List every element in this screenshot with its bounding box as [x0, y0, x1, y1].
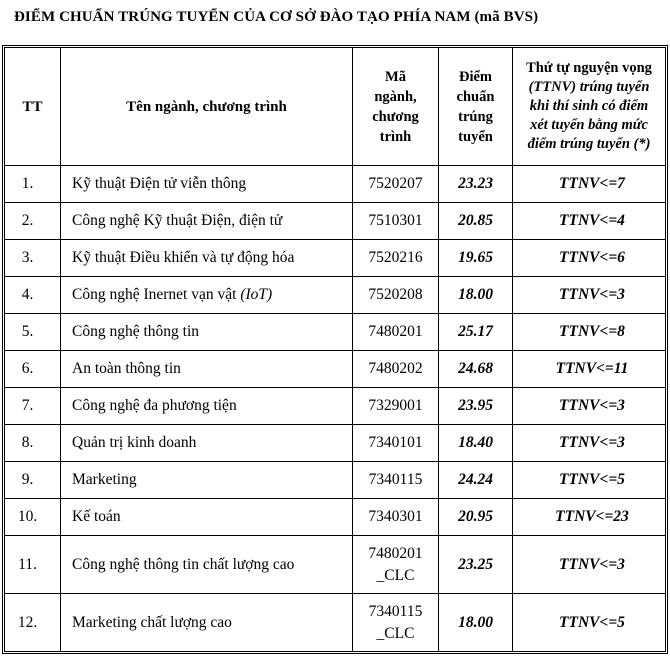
- row-ttnv: TTNV<=3: [513, 425, 666, 462]
- row-tt: 12.: [5, 594, 61, 652]
- row-tt: 2.: [5, 203, 61, 240]
- header-code-line: chương: [372, 108, 419, 125]
- table-row: [5, 166, 666, 203]
- row-name: [61, 425, 353, 462]
- header-code-line: Mã: [385, 68, 406, 85]
- row-code: 7340301: [353, 499, 439, 536]
- table-row: [5, 277, 666, 314]
- row-score: 20.95: [439, 499, 513, 536]
- page-title: ĐIỂM CHUẨN TRÚNG TUYỂN CỦA CƠ SỞ ĐÀO TẠO PHÍA NAM (mã BVS): [14, 9, 539, 25]
- header-code-line: trình: [379, 128, 412, 145]
- table-row: [5, 462, 666, 499]
- row-score: 18.00: [439, 277, 513, 314]
- row-name: [61, 240, 353, 277]
- row-name-text: Công nghệ thông tin chất lượng cao: [72, 555, 295, 573]
- row-ttnv: TTNV<=8: [513, 314, 666, 351]
- row-name: [61, 314, 353, 351]
- row-ttnv: TTNV<=6: [513, 240, 666, 277]
- row-code: 7520207: [353, 166, 439, 203]
- row-ttnv: TTNV<=23: [513, 499, 666, 536]
- row-score: 24.68: [439, 351, 513, 388]
- table-row: [5, 536, 666, 594]
- row-ttnv: TTNV<=5: [513, 462, 666, 499]
- table-row: [5, 388, 666, 425]
- row-name-text: Công nghệ Inernet vạn vật: [72, 286, 241, 303]
- row-name: [61, 203, 353, 240]
- header-score-line: Điểm: [458, 68, 492, 85]
- header-name: Tên ngành, chương trình: [61, 48, 353, 166]
- row-tt: 9.: [5, 462, 61, 499]
- header-score: [439, 48, 513, 166]
- header-code-line: ngành,: [374, 88, 417, 105]
- row-name: [61, 388, 353, 425]
- row-name-text: Kế toán: [72, 508, 121, 525]
- row-name-text: Công nghệ thông tin: [72, 323, 200, 340]
- row-code: 7480202: [353, 351, 439, 388]
- row-name-text: Quản trị kinh doanh: [72, 434, 197, 451]
- row-score: 18.40: [439, 425, 513, 462]
- row-name: [61, 594, 353, 652]
- row-ttnv: TTNV<=5: [513, 594, 666, 652]
- table-row: [5, 594, 666, 652]
- row-code-suffix: _CLC: [376, 566, 415, 584]
- table-row: [5, 203, 666, 240]
- row-code: 7520208: [353, 277, 439, 314]
- row-name: [61, 166, 353, 203]
- row-ttnv: TTNV<=7: [513, 166, 666, 203]
- table-row: [5, 425, 666, 462]
- row-tt: 11.: [5, 536, 61, 594]
- row-name: [61, 536, 353, 594]
- row-score: 25.17: [439, 314, 513, 351]
- row-tt: 3.: [5, 240, 61, 277]
- table-row: [5, 240, 666, 277]
- header-score-line: trúng: [458, 108, 493, 125]
- row-code-line: 7480201: [368, 544, 423, 562]
- header-score-line: tuyển: [458, 128, 493, 145]
- row-ttnv: TTNV<=3: [513, 388, 666, 425]
- row-name: [61, 351, 353, 388]
- row-name-suffix: (IoT): [240, 286, 273, 303]
- row-score: 23.95: [439, 388, 513, 425]
- row-code: 7520216: [353, 240, 439, 277]
- admission-scores-table: [4, 47, 666, 652]
- row-name-text: An toàn thông tin: [72, 360, 181, 377]
- row-code: [353, 536, 439, 594]
- row-name-text: Công nghệ đa phương tiện: [72, 397, 237, 414]
- row-tt: 4.: [5, 277, 61, 314]
- row-ttnv: TTNV<=3: [513, 277, 666, 314]
- row-code: 7340115: [353, 462, 439, 499]
- row-code-line: 7340115: [368, 602, 423, 620]
- row-tt: 10.: [5, 499, 61, 536]
- header-ttnv-line: điểm trúng tuyển (*): [527, 136, 651, 152]
- header-score-line: chuẩn: [456, 88, 495, 105]
- table-row: [5, 351, 666, 388]
- row-score: 23.23: [439, 166, 513, 203]
- row-name-text: Marketing chất lượng cao: [72, 613, 232, 631]
- row-code: 7510301: [353, 203, 439, 240]
- row-name-text: Kỹ thuật Điều khiển và tự động hóa: [72, 249, 295, 266]
- header-ttnv-line: xét tuyển bằng mức: [530, 117, 648, 133]
- row-tt: 7.: [5, 388, 61, 425]
- row-tt: 1.: [5, 166, 61, 203]
- row-code-suffix: _CLC: [376, 624, 415, 642]
- row-tt: 5.: [5, 314, 61, 351]
- header-ttnv: [513, 48, 666, 166]
- row-ttnv: TTNV<=3: [513, 536, 666, 594]
- row-code: 7480201: [353, 314, 439, 351]
- header-code: [353, 48, 439, 166]
- table-row: [5, 499, 666, 536]
- row-score: 20.85: [439, 203, 513, 240]
- header-ttnv-line: Thứ tự nguyện vọng: [526, 60, 652, 76]
- row-code: [353, 594, 439, 652]
- header-tt: TT: [5, 48, 61, 166]
- header-ttnv-line: (TTNV) trúng tuyển: [528, 79, 650, 95]
- header-ttnv-line: khi thí sinh có điểm: [529, 98, 649, 114]
- row-ttnv: TTNV<=11: [513, 351, 666, 388]
- row-name: [61, 499, 353, 536]
- row-tt: 8.: [5, 425, 61, 462]
- row-score: 24.24: [439, 462, 513, 499]
- table-row: [5, 314, 666, 351]
- row-name-text: Kỹ thuật Điện tử viễn thông: [72, 175, 247, 192]
- row-ttnv: TTNV<=4: [513, 203, 666, 240]
- table-header-row: [5, 48, 666, 166]
- row-code: 7340101: [353, 425, 439, 462]
- row-name: [61, 277, 353, 314]
- row-name-text: Marketing: [72, 471, 137, 488]
- row-score: 19.65: [439, 240, 513, 277]
- row-score: 18.00: [439, 594, 513, 652]
- row-code: 7329001: [353, 388, 439, 425]
- row-name-text: Công nghệ Kỹ thuật Điện, điện tử: [72, 212, 283, 229]
- row-name: [61, 462, 353, 499]
- row-score: 23.25: [439, 536, 513, 594]
- row-tt: 6.: [5, 351, 61, 388]
